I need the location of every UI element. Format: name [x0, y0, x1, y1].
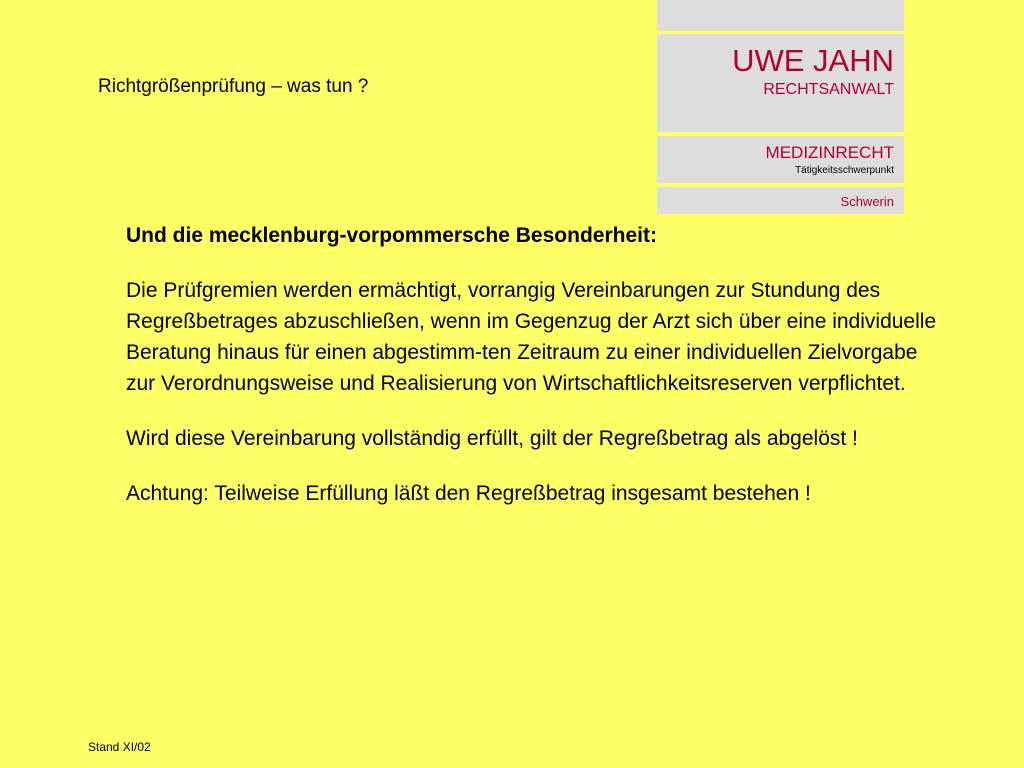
brand-city-box — [657, 187, 904, 214]
content-paragraph-1: Die Prüfgremien werden ermächtigt, vorrangig Vereinbarungen zur Stundung des Regreßbetrages abzuschließen, wenn im Gegenzug der Arzt sich über eine individuelle Beratung hinaus für einen abgestimm-ten Zeitraum zu einer individuellen Zielvorgabe zur Verordnungsweise und Realisierung von Wirtschaftlichkeitsreserven verpflichtet. — [126, 279, 937, 395]
content-paragraph-2: Wird diese Vereinbarung vollständig erfüllt, gilt der Regreßbetrag als abgelöst ! — [126, 427, 858, 450]
slide-title: Richtgrößenprüfung – was tun ? — [98, 76, 369, 97]
content-paragraph-3: Achtung: Teilweise Erfüllung läßt den Regreßbetrag insgesamt bestehen ! — [126, 482, 811, 505]
content-heading: Und die mecklenburg-vorpommersche Besonderheit: — [126, 224, 657, 247]
slide-content — [126, 221, 946, 533]
brand-specialty-subtitle: Tätigkeitsschwerpunkt — [795, 165, 894, 176]
brand-city: Schwerin — [840, 194, 894, 209]
brand-specialty: MEDIZINRECHT — [765, 143, 894, 162]
brand-name: UWE JAHN — [732, 43, 894, 78]
footer-version: Stand XI/02 — [88, 740, 151, 754]
brand-role: RECHTSANWALT — [763, 81, 894, 98]
brand-top-box — [657, 0, 904, 31]
brand-specialty-box — [657, 136, 904, 183]
brand-name-box — [657, 34, 904, 132]
brand-panel — [657, 0, 904, 215]
